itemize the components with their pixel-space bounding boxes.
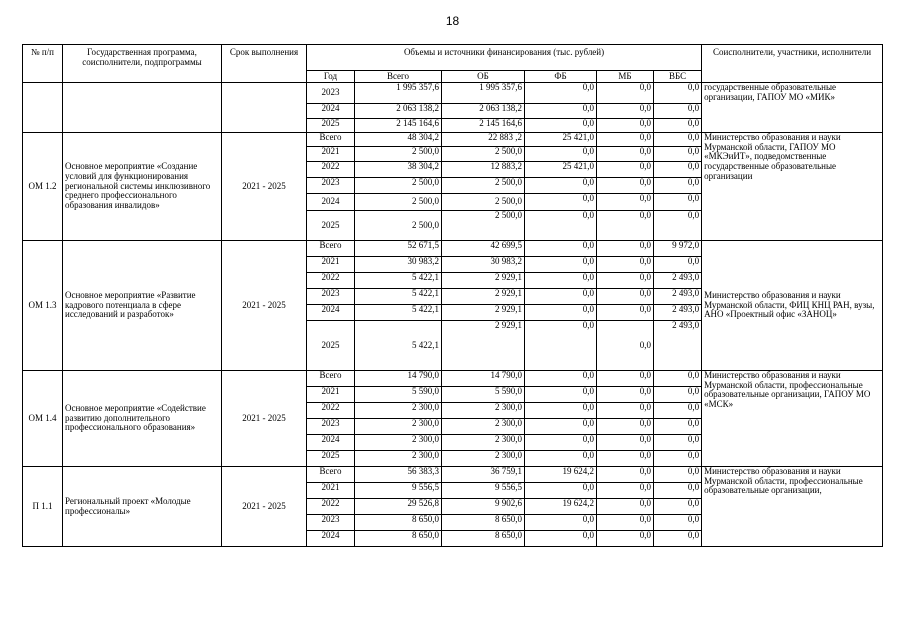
year-cell: 2021: [307, 387, 355, 403]
fb-cell: 0,0: [525, 419, 597, 435]
header-total: Всего: [355, 71, 442, 83]
mb-cell: 0,0: [597, 133, 654, 147]
ob-cell: 5 590,0: [442, 387, 525, 403]
year-cell: 2022: [307, 162, 355, 178]
year-cell: 2025: [307, 211, 355, 241]
fb-cell: 0,0: [525, 119, 597, 133]
fb-cell: 19 624,2: [525, 467, 597, 483]
year-cell: 2025: [307, 451, 355, 467]
row-code: ОМ 1.4: [23, 371, 63, 467]
header-vbs: ВБС: [654, 71, 702, 83]
total-cell: 2 300,0: [355, 451, 442, 467]
table-row: [23, 133, 883, 147]
header-ob: ОБ: [442, 71, 525, 83]
fb-cell: 0,0: [525, 241, 597, 257]
year-cell: 2022: [307, 499, 355, 515]
year-cell: 2021: [307, 483, 355, 499]
fb-cell: 0,0: [525, 257, 597, 273]
fb-cell: 0,0: [525, 451, 597, 467]
total-cell: 38 304,2: [355, 162, 442, 178]
year-cell: 2023: [307, 83, 355, 104]
ob-cell: 2 145 164,6: [442, 119, 525, 133]
mb-cell: 0,0: [597, 119, 654, 133]
fb-cell: 0,0: [525, 435, 597, 451]
fb-cell: 0,0: [525, 387, 597, 403]
mb-cell: 0,0: [597, 387, 654, 403]
table-row: [23, 83, 883, 104]
year-cell: 2025: [307, 119, 355, 133]
total-cell: 14 790,0: [355, 371, 442, 387]
total-cell: 8 650,0: [355, 531, 442, 547]
vbs-cell: 0,0: [654, 531, 702, 547]
vbs-cell: 2 493,0: [654, 273, 702, 289]
total-cell: 2 500,0: [355, 211, 442, 241]
vbs-cell: 0,0: [654, 515, 702, 531]
year-cell: 2022: [307, 403, 355, 419]
mb-cell: 0,0: [597, 162, 654, 178]
ob-cell: 9 556,5: [442, 483, 525, 499]
total-cell: 56 383,3: [355, 467, 442, 483]
total-cell: 5 422,1: [355, 321, 442, 371]
row-term: 2021 - 2025: [222, 371, 307, 467]
ob-cell: 2 500,0: [442, 147, 525, 162]
fb-cell: 0,0: [525, 211, 597, 241]
vbs-cell: 0,0: [654, 451, 702, 467]
row-code: ОМ 1.2: [23, 133, 63, 241]
executor-cell: Министерство образования и науки Мурманской области, профессиональные образовательные организации,: [702, 467, 883, 547]
mb-cell: 0,0: [597, 483, 654, 499]
total-cell: 5 590,0: [355, 387, 442, 403]
fb-cell: 0,0: [525, 483, 597, 499]
ob-cell: 2 300,0: [442, 403, 525, 419]
ob-cell: 2 929,1: [442, 321, 525, 371]
row-program-empty: [63, 83, 222, 133]
mb-cell: 0,0: [597, 419, 654, 435]
vbs-cell: 0,0: [654, 467, 702, 483]
ob-cell: 14 790,0: [442, 371, 525, 387]
vbs-cell: 0,0: [654, 119, 702, 133]
row-name: Основное мероприятие «Развитие кадрового потенциала в сфере исследований и разработок»: [63, 241, 222, 371]
mb-cell: 0,0: [597, 241, 654, 257]
year-cell: Всего: [307, 241, 355, 257]
vbs-cell: 0,0: [654, 483, 702, 499]
ob-cell: 2 300,0: [442, 435, 525, 451]
total-cell: 2 500,0: [355, 178, 442, 194]
year-cell: 2021: [307, 257, 355, 273]
fb-cell: 0,0: [525, 515, 597, 531]
total-cell: 2 063 138,2: [355, 104, 442, 119]
fb-cell: 25 421,0: [525, 133, 597, 147]
vbs-cell: 0,0: [654, 435, 702, 451]
year-cell: Всего: [307, 133, 355, 147]
row-term: 2021 - 2025: [222, 241, 307, 371]
row-term-empty: [222, 83, 307, 133]
vbs-cell: 0,0: [654, 147, 702, 162]
mb-cell: 0,0: [597, 531, 654, 547]
ob-cell: 2 929,1: [442, 273, 525, 289]
vbs-cell: 0,0: [654, 257, 702, 273]
mb-cell: 0,0: [597, 499, 654, 515]
ob-cell: 2 500,0: [442, 211, 525, 241]
header-program: Государственная программа, соисполнители, подпрограммы: [63, 45, 222, 83]
ob-cell: 22 883 ,2: [442, 133, 525, 147]
ob-cell: 1 995 357,6: [442, 83, 525, 104]
total-cell: 2 145 164,6: [355, 119, 442, 133]
vbs-cell: 0,0: [654, 419, 702, 435]
ob-cell: 2 500,0: [442, 194, 525, 211]
fb-cell: 0,0: [525, 289, 597, 305]
ob-cell: 9 902,6: [442, 499, 525, 515]
header-term: Срок выполнения: [222, 45, 307, 83]
mb-cell: 0,0: [597, 435, 654, 451]
table-row: [23, 467, 883, 483]
year-cell: 2023: [307, 515, 355, 531]
mb-cell: 0,0: [597, 147, 654, 162]
mb-cell: 0,0: [597, 403, 654, 419]
total-cell: 2 300,0: [355, 403, 442, 419]
header-mb: МБ: [597, 71, 654, 83]
fb-cell: 0,0: [525, 531, 597, 547]
mb-cell: 0,0: [597, 104, 654, 119]
ob-cell: 36 759,1: [442, 467, 525, 483]
ob-cell: 2 063 138,2: [442, 104, 525, 119]
executor-cell: Министерство образования и науки Мурманской области, ФИЦ КНЦ РАН, вузы, АНО «Проектный офис «ЗАНОЦ»: [702, 241, 883, 371]
total-cell: 1 995 357,6: [355, 83, 442, 104]
vbs-cell: 0,0: [654, 499, 702, 515]
total-cell: 30 983,2: [355, 257, 442, 273]
ob-cell: 8 650,0: [442, 515, 525, 531]
total-cell: 5 422,1: [355, 289, 442, 305]
ob-cell: 2 300,0: [442, 451, 525, 467]
row-name: Основное мероприятие «Создание условий для функционирования региональной системы инклюзивного среднего профессионального образования инвалидов»: [63, 133, 222, 241]
year-cell: 2023: [307, 178, 355, 194]
row-code: П 1.1: [23, 467, 63, 547]
header-num: № п/п: [23, 45, 63, 83]
total-cell: 2 300,0: [355, 435, 442, 451]
executor-cell: государственные образовательные организации, ГАПОУ МО «МИК»: [702, 83, 883, 133]
executor-cell: Министерство образования и науки Мурманской области, профессиональные образовательные организации, ГАПОУ МО «МСК»: [702, 371, 883, 467]
vbs-cell: 0,0: [654, 104, 702, 119]
total-cell: 29 526,8: [355, 499, 442, 515]
fb-cell: 0,0: [525, 371, 597, 387]
table-row: [23, 241, 883, 257]
vbs-cell: 0,0: [654, 83, 702, 104]
row-term: 2021 - 2025: [222, 467, 307, 547]
year-cell: 2022: [307, 273, 355, 289]
vbs-cell: 0,0: [654, 403, 702, 419]
mb-cell: 0,0: [597, 451, 654, 467]
vbs-cell: 0,0: [654, 387, 702, 403]
header-volumes: Объемы и источники финансирования (тыс. рублей): [307, 45, 702, 71]
total-cell: 48 304,2: [355, 133, 442, 147]
mb-cell: 0,0: [597, 289, 654, 305]
mb-cell: 0,0: [597, 83, 654, 104]
table-row: [23, 371, 883, 387]
row-code: ОМ 1.3: [23, 241, 63, 371]
year-cell: 2023: [307, 419, 355, 435]
ob-cell: 2 500,0: [442, 178, 525, 194]
mb-cell: 0,0: [597, 305, 654, 321]
year-cell: 2024: [307, 305, 355, 321]
total-cell: 2 500,0: [355, 147, 442, 162]
total-cell: 8 650,0: [355, 515, 442, 531]
ob-cell: 2 929,1: [442, 305, 525, 321]
year-cell: 2024: [307, 104, 355, 119]
vbs-cell: 0,0: [654, 211, 702, 241]
row-num-empty: [23, 83, 63, 133]
vbs-cell: 2 493,0: [654, 305, 702, 321]
ob-cell: 2 929,1: [442, 289, 525, 305]
mb-cell: 0,0: [597, 371, 654, 387]
fb-cell: 0,0: [525, 305, 597, 321]
page-number: 18: [445, 14, 460, 28]
row-name: Основное мероприятие «Содействие развитию дополнительного профессионального образования»: [63, 371, 222, 467]
vbs-cell: 0,0: [654, 371, 702, 387]
executor-cell: Министерство образования и науки Мурманской области, ГАПОУ МО «МКЭиИТ», подведомственные государственные образовательные организации: [702, 133, 883, 241]
header-fb: ФБ: [525, 71, 597, 83]
vbs-cell: 0,0: [654, 162, 702, 178]
vbs-cell: 2 493,0: [654, 289, 702, 305]
fb-cell: 19 624,2: [525, 499, 597, 515]
fb-cell: 0,0: [525, 104, 597, 119]
vbs-cell: 0,0: [654, 178, 702, 194]
ob-cell: 2 300,0: [442, 419, 525, 435]
mb-cell: 0,0: [597, 321, 654, 371]
fb-cell: 0,0: [525, 273, 597, 289]
total-cell: 2 500,0: [355, 194, 442, 211]
header-year: Год: [307, 71, 355, 83]
mb-cell: 0,0: [597, 273, 654, 289]
total-cell: 2 300,0: [355, 419, 442, 435]
fb-cell: 0,0: [525, 147, 597, 162]
mb-cell: 0,0: [597, 211, 654, 241]
year-cell: 2024: [307, 435, 355, 451]
year-cell: Всего: [307, 371, 355, 387]
vbs-cell: 2 493,0: [654, 321, 702, 371]
fb-cell: 25 421,0: [525, 162, 597, 178]
year-cell: Всего: [307, 467, 355, 483]
total-cell: 9 556,5: [355, 483, 442, 499]
ob-cell: 8 650,0: [442, 531, 525, 547]
mb-cell: 0,0: [597, 178, 654, 194]
ob-cell: 30 983,2: [442, 257, 525, 273]
mb-cell: 0,0: [597, 194, 654, 211]
vbs-cell: 0,0: [654, 133, 702, 147]
ob-cell: 12 883,2: [442, 162, 525, 178]
fb-cell: 0,0: [525, 83, 597, 104]
total-cell: 52 671,5: [355, 241, 442, 257]
ob-cell: 42 699,5: [442, 241, 525, 257]
fb-cell: 0,0: [525, 194, 597, 211]
year-cell: 2021: [307, 147, 355, 162]
mb-cell: 0,0: [597, 467, 654, 483]
mb-cell: 0,0: [597, 515, 654, 531]
total-cell: 5 422,1: [355, 305, 442, 321]
vbs-cell: 0,0: [654, 194, 702, 211]
year-cell: 2023: [307, 289, 355, 305]
year-cell: 2024: [307, 194, 355, 211]
row-term: 2021 - 2025: [222, 133, 307, 241]
financing-table: [22, 44, 883, 547]
vbs-cell: 9 972,0: [654, 241, 702, 257]
mb-cell: 0,0: [597, 257, 654, 273]
fb-cell: 0,0: [525, 178, 597, 194]
total-cell: 5 422,1: [355, 273, 442, 289]
header-executors: Соисполнители, участники, исполнители: [702, 45, 883, 83]
fb-cell: 0,0: [525, 321, 597, 371]
row-name: Региональный проект «Молодые профессионалы»: [63, 467, 222, 547]
fb-cell: 0,0: [525, 403, 597, 419]
year-cell: 2024: [307, 531, 355, 547]
year-cell: 2025: [307, 321, 355, 371]
